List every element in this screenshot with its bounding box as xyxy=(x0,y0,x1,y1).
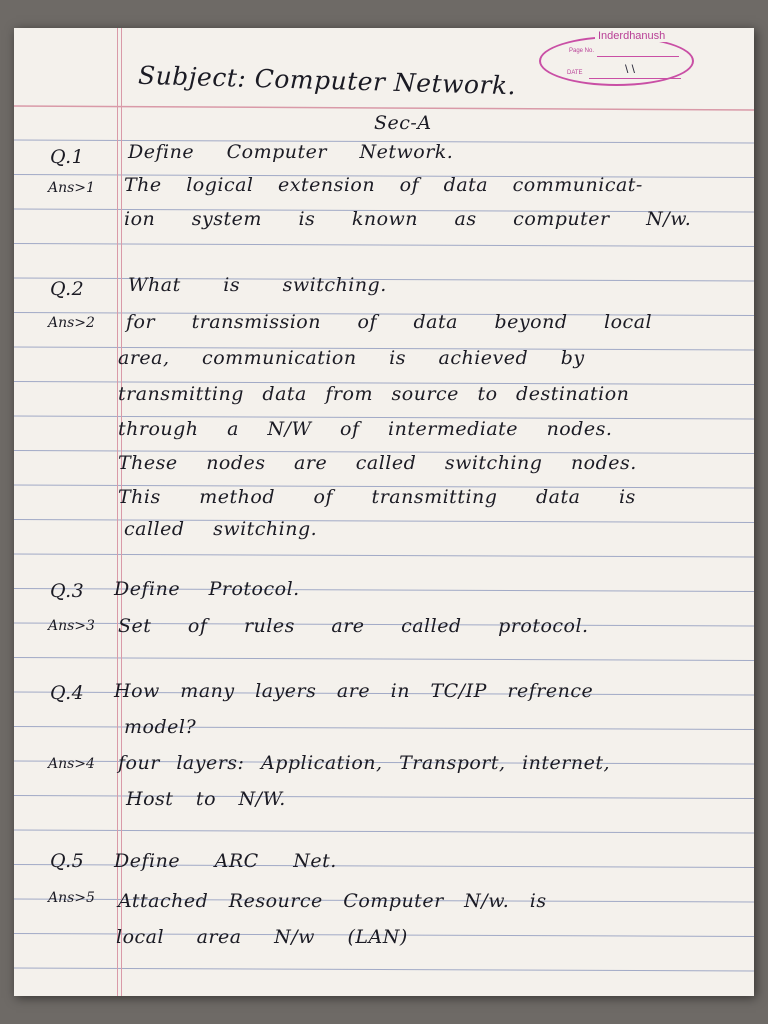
answer-line: The logical extension of data communicat- xyxy=(124,174,643,196)
answer-line: Attached Resource Computer N/w. is xyxy=(118,890,547,912)
answer-label: Ans>3 xyxy=(48,618,95,634)
answer-line: local area N/w (LAN) xyxy=(116,926,408,948)
answer-label: Ans>4 xyxy=(48,756,95,772)
answer-label: Ans>5 xyxy=(48,890,95,906)
header-rule xyxy=(14,106,754,110)
stamp-brand: Inderdhanush xyxy=(595,30,668,42)
rule-line xyxy=(14,796,754,799)
rule-line xyxy=(14,244,754,247)
question-text-continued: model? xyxy=(124,716,197,738)
question-text: Define ARC Net. xyxy=(114,850,337,872)
answer-line: Set of rules are called protocol. xyxy=(118,615,589,637)
answer-line: Host to N/W. xyxy=(126,788,286,810)
answer-label: Ans>2 xyxy=(48,315,95,331)
stamp-page-no-rule xyxy=(597,56,679,57)
rule-line xyxy=(14,968,754,971)
question-label: Q.1 xyxy=(50,146,85,168)
rule-line xyxy=(14,830,754,833)
answer-line: through a N/W of intermediate nodes. xyxy=(118,418,613,440)
answer-line: ion system is known as computer N/w. xyxy=(124,208,692,230)
notebook-stamp xyxy=(539,30,694,90)
question-label: Q.3 xyxy=(50,580,85,602)
question-text: Define Protocol. xyxy=(114,578,300,600)
question-label: Q.2 xyxy=(50,278,85,300)
answer-line: for transmission of data beyond local xyxy=(126,311,653,333)
answer-line: These nodes are called switching nodes. xyxy=(118,452,637,474)
question-text: What is switching. xyxy=(128,274,387,296)
notebook-page xyxy=(14,28,754,996)
answer-label: Ans>1 xyxy=(48,180,95,196)
answer-line: This method of transmitting data is xyxy=(118,486,636,508)
question-text: Define Computer Network. xyxy=(128,141,454,163)
section-title: Sec-A xyxy=(374,112,432,134)
stamp-date-label: DATE xyxy=(567,70,583,76)
answer-line: called switching. xyxy=(124,518,318,540)
stamp-date-value: \ \ xyxy=(625,62,636,76)
page-subject: Subject: Computer Network. xyxy=(137,60,517,101)
question-text: How many layers are in TC/IP refrence xyxy=(114,680,594,702)
question-label: Q.4 xyxy=(50,682,85,704)
answer-line: four layers: Application, Transport, internet, xyxy=(118,752,611,774)
question-label: Q.5 xyxy=(50,850,85,872)
stamp-date-rule xyxy=(589,78,681,79)
stamp-page-no-label: Page No. xyxy=(569,48,595,54)
rule-line xyxy=(14,658,754,661)
rule-line xyxy=(14,554,754,557)
answer-line: transmitting data from source to destination xyxy=(118,383,630,405)
answer-line: area, communication is achieved by xyxy=(118,347,585,369)
